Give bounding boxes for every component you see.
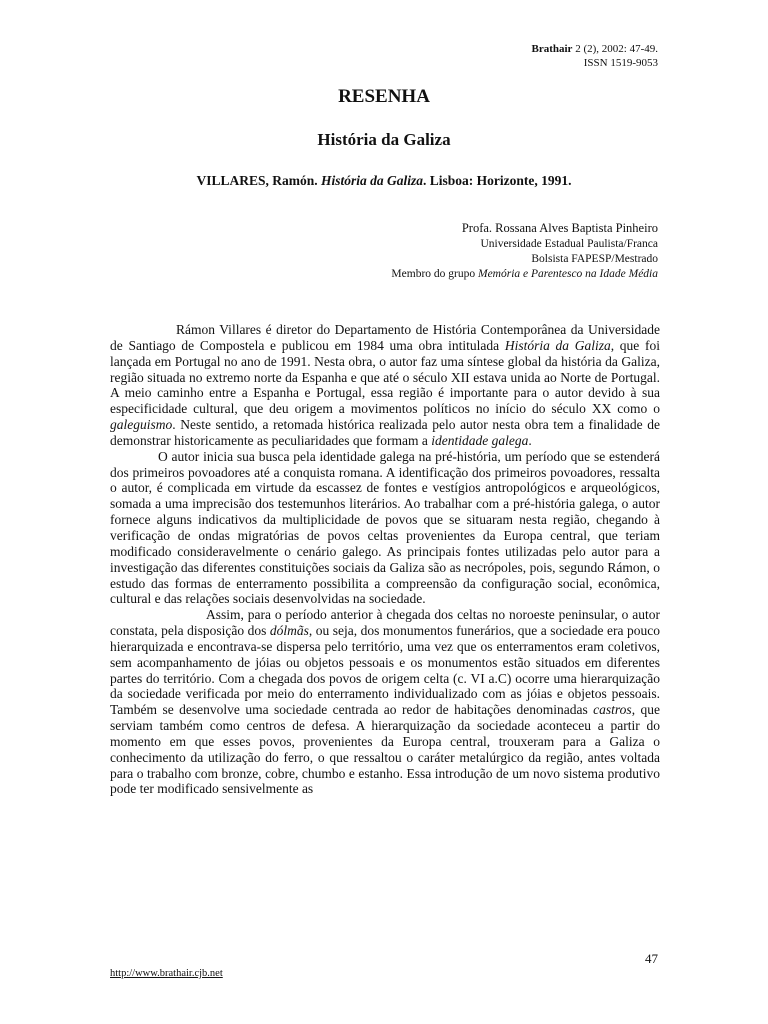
paragraph-3-text-c: , ou seja, dos monumentos funerários, que a sociedade era pouco hierarquizada e encontrava-se dispersa pelo território, uma vez que os enterramentos eram coletivos, sem acompanhamento de jóias ou objetos pessoais e os monumentos estão situados em diferentes partes do território. Com a chegada dos povos de origem celta (c. VI a.C) ocorre uma hierarquização da sociedade verificada por meio do enterramento individualizado com as jóias e objetos pessoais. Também se desenvolve uma sociedade centrada ao redor de habitações denominadas — [110, 623, 660, 718]
reviewer-name: Profa. Rossana Alves Baptista Pinheiro — [461, 221, 658, 235]
citation-title: História da Galiza — [321, 173, 424, 188]
footer-url-link[interactable]: http://www.brathair.cjb.net — [110, 968, 223, 979]
paragraph-3 — [110, 607, 660, 797]
citation-publisher: . Lisboa: Horizonte, 1991. — [423, 173, 572, 188]
journal-reference — [532, 42, 659, 70]
paragraph-1-italic-identidade: identidade galega — [431, 432, 529, 448]
paragraph-1-text-c: , que foi lançada em Portugal no ano de 1991. Nesta obra, o autor faz uma síntese global da história da Galiza, região situada no extremo norte da Espanha e que até o século XII estava unida ao Norte de Portugal. A meio caminho entre a Espanha e Portugal, essa região é importante para o autor devido à sua especificidade cultural, que deu origem a movimentos políticos no início do século XX como o — [110, 337, 660, 417]
reviewer-institution: Universidade Estadual Paulista/Franca — [480, 238, 658, 250]
paragraph-2: O autor inicia sua busca pela identidade galega na pré-história, um período que se estenderá dos primeiros povoadores até a conquista romana. A identificação dos primeiros povoadores, ressalta o autor, é complicada em virtude da escassez de fontes e vestígios antropológicos e arqueológicos, somada a uma imprecisão dos testemunhos literários. Ao trabalhar com a pré-história galega, o autor fornece alguns indicativos da multiplicidade de povos que se situaram nesta região, chegando à verificação de ondas migratórias de povos celtas provenientes da Europa central, que teriam modificado consideravelmente o cenário galego. As principais fontes utilizadas pelo autor para a investigação das diferentes constituições sociais da Galiza são as necrópoles, pois, segundo Rámon, o estudo das formas de enterramento possibilita a compreensão da configuração social, econômica, cultural e das relações sociais desenvolvidas na sociedade. — [110, 448, 660, 607]
journal-citation-line — [532, 42, 659, 56]
citation-author: VILLARES, Ramón. — [196, 173, 321, 188]
paragraph-3-italic-castros: castros — [593, 702, 632, 718]
paragraph-3-italic-dolmas: dólmãs — [269, 623, 309, 639]
paragraph-1-text-g: . — [528, 432, 532, 448]
reviewer-group-name: Memória e Parentesco na Idade Média — [477, 268, 658, 280]
book-citation — [0, 173, 768, 189]
paragraph-1-italic-galeguismo: galeguismo — [110, 417, 173, 433]
journal-name: Brathair — [531, 43, 573, 55]
journal-volume: 2 (2), 2002: 47-49. — [572, 43, 658, 55]
paragraph-3-text-e: , que serviam também como centros de defesa. A hierarquização da sociedade aconteceu a partir do momento em que esses povos, provenientes da Europa central, trouxeram para a Galiza o conhecimento da utilização do ferro, o que ressaltou o caráter metalúrgico da região, antes voltada para o trabalho com bronze, cobre, chumbo e estanho. Essa introdução de um novo sistema produtivo pode ter modificado sensivelmente as — [110, 702, 660, 797]
reviewer-group — [391, 267, 658, 282]
section-title: RESENHA — [338, 86, 430, 107]
paragraph-1-italic-title: História da Galiza — [504, 337, 611, 353]
reviewer-funding: Bolsista FAPESP/Mestrado — [531, 253, 658, 265]
reviewer-group-prefix: Membro do grupo — [391, 268, 478, 280]
journal-issn: ISSN 1519-9053 — [583, 57, 658, 69]
paragraph-1-text-e: . Neste sentido, a retomada histórica realizada pelo autor nesta obra tem a finalidade de demonstrar historicamente as peculiaridades que formam a — [110, 417, 660, 448]
review-body — [110, 322, 660, 797]
paragraph-1 — [110, 322, 660, 449]
page-number: 47 — [645, 951, 658, 966]
reviewer-block — [391, 220, 658, 282]
paragraph-1-text-a: Rámon Villares é diretor do Departamento de História Contemporânea da Universidade de Santiago de Compostela e publicou em 1984 uma obra intitulada — [110, 322, 660, 353]
paragraph-3-text-a: Assim, para o período anterior à chegada dos celtas no noroeste peninsular, o autor constata, pela disposição dos — [110, 607, 660, 639]
book-title: História da Galiza — [317, 130, 451, 149]
